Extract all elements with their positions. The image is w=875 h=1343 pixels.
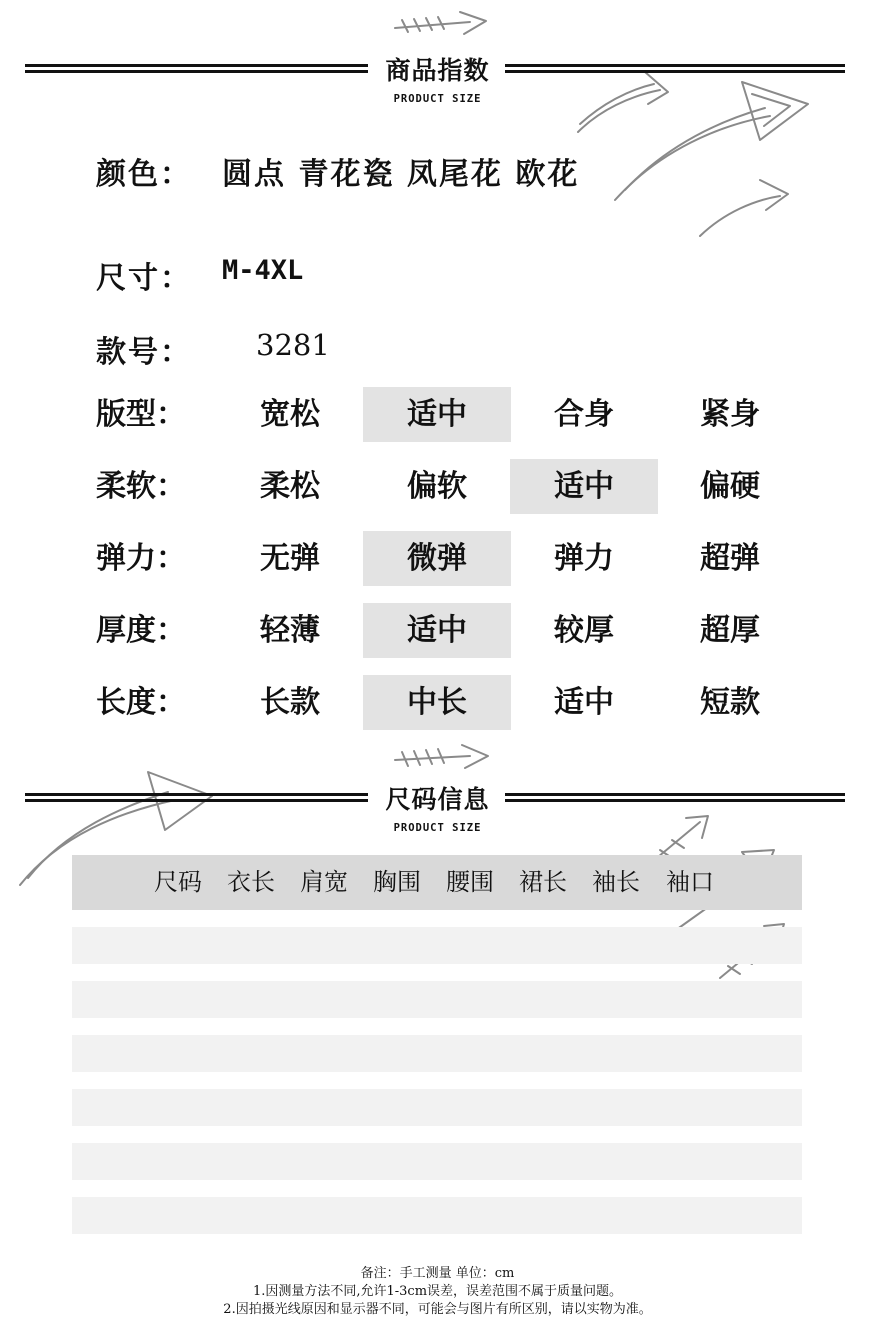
- table-row: [72, 981, 802, 1018]
- attr-option: 宽松: [260, 397, 320, 432]
- attr-option-selected: 中长: [363, 675, 511, 730]
- attr-option: 偏软: [407, 469, 467, 504]
- column-header: 尺码: [154, 868, 202, 896]
- attr-option: 柔松: [260, 469, 320, 504]
- attr-row-thickness: [0, 603, 875, 658]
- attr-label: 版型：: [96, 397, 186, 432]
- color-value: 圆点 青花瓷 凤尾花 欧花: [222, 157, 580, 192]
- column-header: 肩宽: [300, 868, 348, 896]
- column-header: 袖长: [592, 868, 640, 896]
- attr-option-selected: 适中: [363, 603, 511, 658]
- attr-row-length: [0, 675, 875, 730]
- style-number-value: 3281: [256, 328, 330, 362]
- table-row: [72, 1197, 802, 1234]
- section-header-product-index: [0, 40, 875, 110]
- column-header: 胸围: [373, 868, 421, 896]
- section-header-size-info: [0, 769, 875, 839]
- size-table-header: [72, 855, 802, 910]
- attr-row-softness: [0, 459, 875, 514]
- attr-option: 弹力: [554, 541, 614, 576]
- attr-label: 厚度：: [96, 613, 186, 648]
- attr-option: 短款: [700, 685, 760, 720]
- table-row: [72, 1089, 802, 1126]
- note-line-3: 2.因拍摄光线原因和显示器不同，可能会与图片有所区别，请以实物为准。: [223, 1302, 652, 1317]
- attr-row-fit: [0, 387, 875, 442]
- attr-option-selected: 适中: [363, 387, 511, 442]
- section-title: 尺码信息: [385, 785, 490, 814]
- attr-option: 合身: [554, 397, 614, 432]
- section-title: 商品指数: [385, 56, 490, 85]
- attr-label: 柔软：: [96, 469, 186, 504]
- note-line-1: 备注：手工测量 单位：cm: [360, 1266, 515, 1281]
- column-header: 衣长: [227, 868, 275, 896]
- table-row: [72, 927, 802, 964]
- attr-option: 长款: [260, 685, 320, 720]
- attr-option: 紧身: [700, 397, 760, 432]
- attr-option: 超弹: [700, 541, 760, 576]
- attr-row-elasticity: [0, 531, 875, 586]
- size-value: M-4XL: [222, 255, 304, 286]
- column-header: 裙长: [519, 868, 567, 896]
- attr-option: 轻薄: [260, 613, 320, 648]
- section-subtitle: PRODUCT SIZE: [393, 93, 482, 105]
- attr-label: 弹力：: [96, 541, 186, 576]
- attr-option: 超厚: [700, 613, 760, 648]
- section-subtitle: PRODUCT SIZE: [393, 822, 482, 834]
- attr-option: 适中: [554, 685, 614, 720]
- note-line-2: 1.因测量方法不同,允许1-3cm误差，误差范围不属于质量问题。: [252, 1284, 623, 1299]
- color-label: 颜色：: [96, 157, 192, 192]
- attr-option-selected: 适中: [510, 459, 658, 514]
- style-number-label: 款号：: [96, 335, 192, 370]
- attr-label: 长度：: [96, 685, 186, 720]
- attr-option: 较厚: [554, 613, 614, 648]
- attr-option: 偏硬: [700, 469, 760, 504]
- attr-option-selected: 微弹: [363, 531, 511, 586]
- column-header: 腰围: [446, 868, 494, 896]
- column-header: 袖口: [666, 868, 714, 896]
- table-row: [72, 1143, 802, 1180]
- attr-option: 无弹: [260, 541, 320, 576]
- size-label: 尺寸：: [96, 261, 192, 296]
- table-row: [72, 1035, 802, 1072]
